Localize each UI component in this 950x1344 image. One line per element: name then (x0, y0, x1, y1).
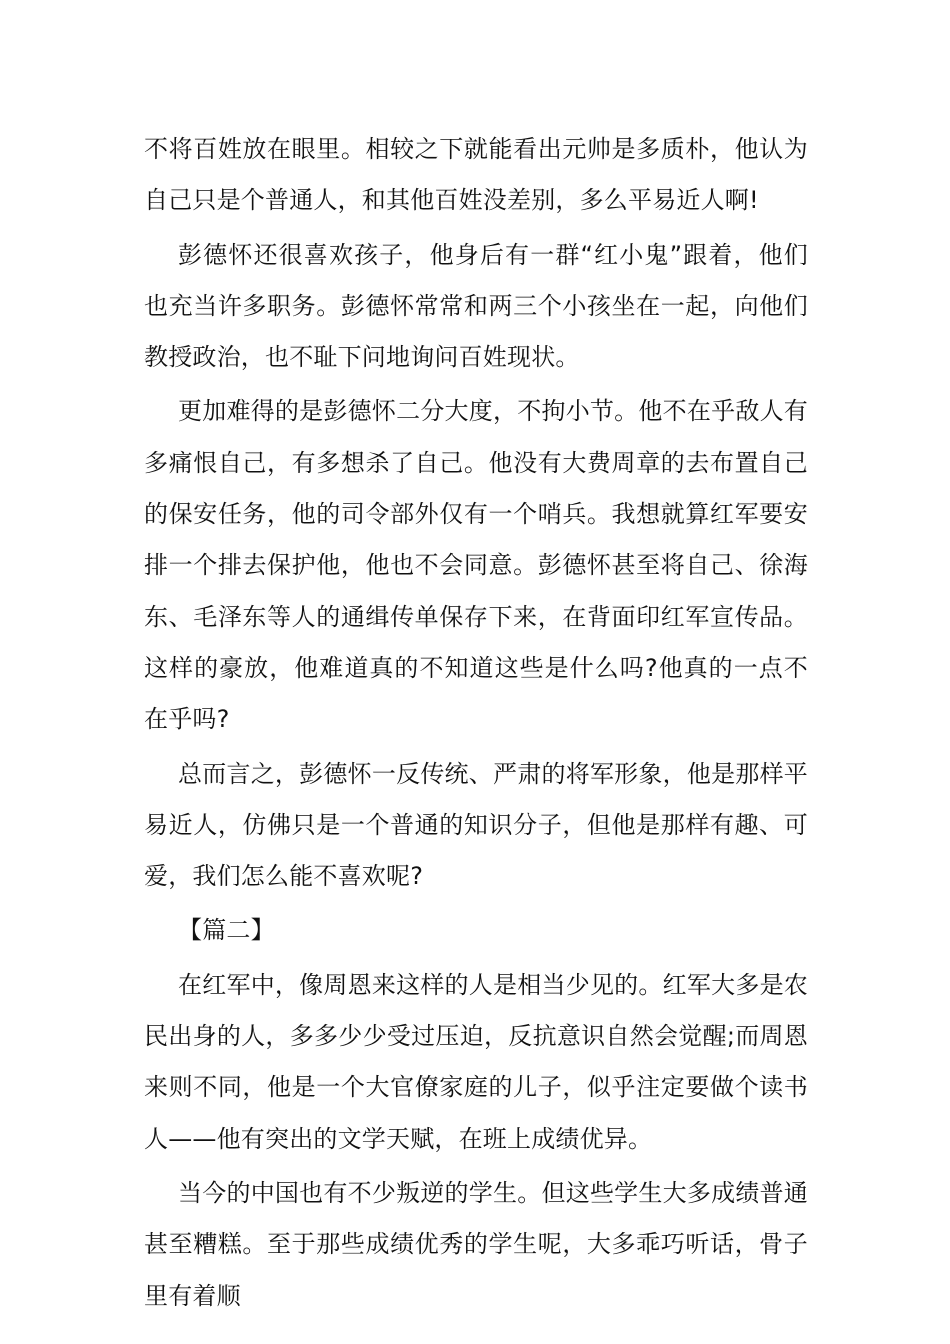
document-body (144, 124, 808, 1325)
paragraph-4: 总而言之，彭德怀一反传统、严肃的将军形象，他是那样平易近人，仿佛只是一个普通的知识分子，但他是那样有趣、可爱，我们怎么能不喜欢呢? (144, 759, 808, 891)
paragraph-5: 在红军中，像周恩来这样的人是相当少见的。红军大多是农民出身的人，多多少少受过压迫，反抗意识自然会觉醒;而周恩来则不同，他是一个大官僚家庭的儿子，似乎注定要做个读书人——他有突出的文学天赋，在班上成绩优异。 (144, 970, 808, 1153)
section-heading: 【篇二】 (178, 916, 275, 945)
paragraph-1: 不将百姓放在眼里。相较之下就能看出元帅是多质朴，他认为自己只是个普通人，和其他百姓没差别，多么平易近人啊! (144, 135, 808, 215)
paragraph-6: 当今的中国也有不少叛逆的学生。但这些学生大多成绩普通甚至糟糕。至于那些成绩优秀的学生呢，大多乖巧听话，骨子里有着顺 (144, 1178, 808, 1310)
paragraph-2: 彭德怀还很喜欢孩子，他身后有一群“红小鬼”跟着，他们也充当许多职务。彭德怀常常和两三个小孩坐在一起，向他们教授政治，也不耻下问地询问百姓现状。 (144, 240, 808, 372)
paragraph-3: 更加难得的是彭德怀二分大度，不拘小节。他不在乎敌人有多痛恨自己，有多想杀了自己。他没有大费周章的去布置自己的保安任务，他的司令部外仅有一个哨兵。我想就算红军要安排一个排去保护他，他也不会同意。彭德怀甚至将自己、徐海东、毛泽东等人的通缉传单保存下来，在背面印红军宣传品。这样的豪放，他难道真的不知道这些是什么吗?他真的一点不在乎吗? (144, 397, 808, 734)
